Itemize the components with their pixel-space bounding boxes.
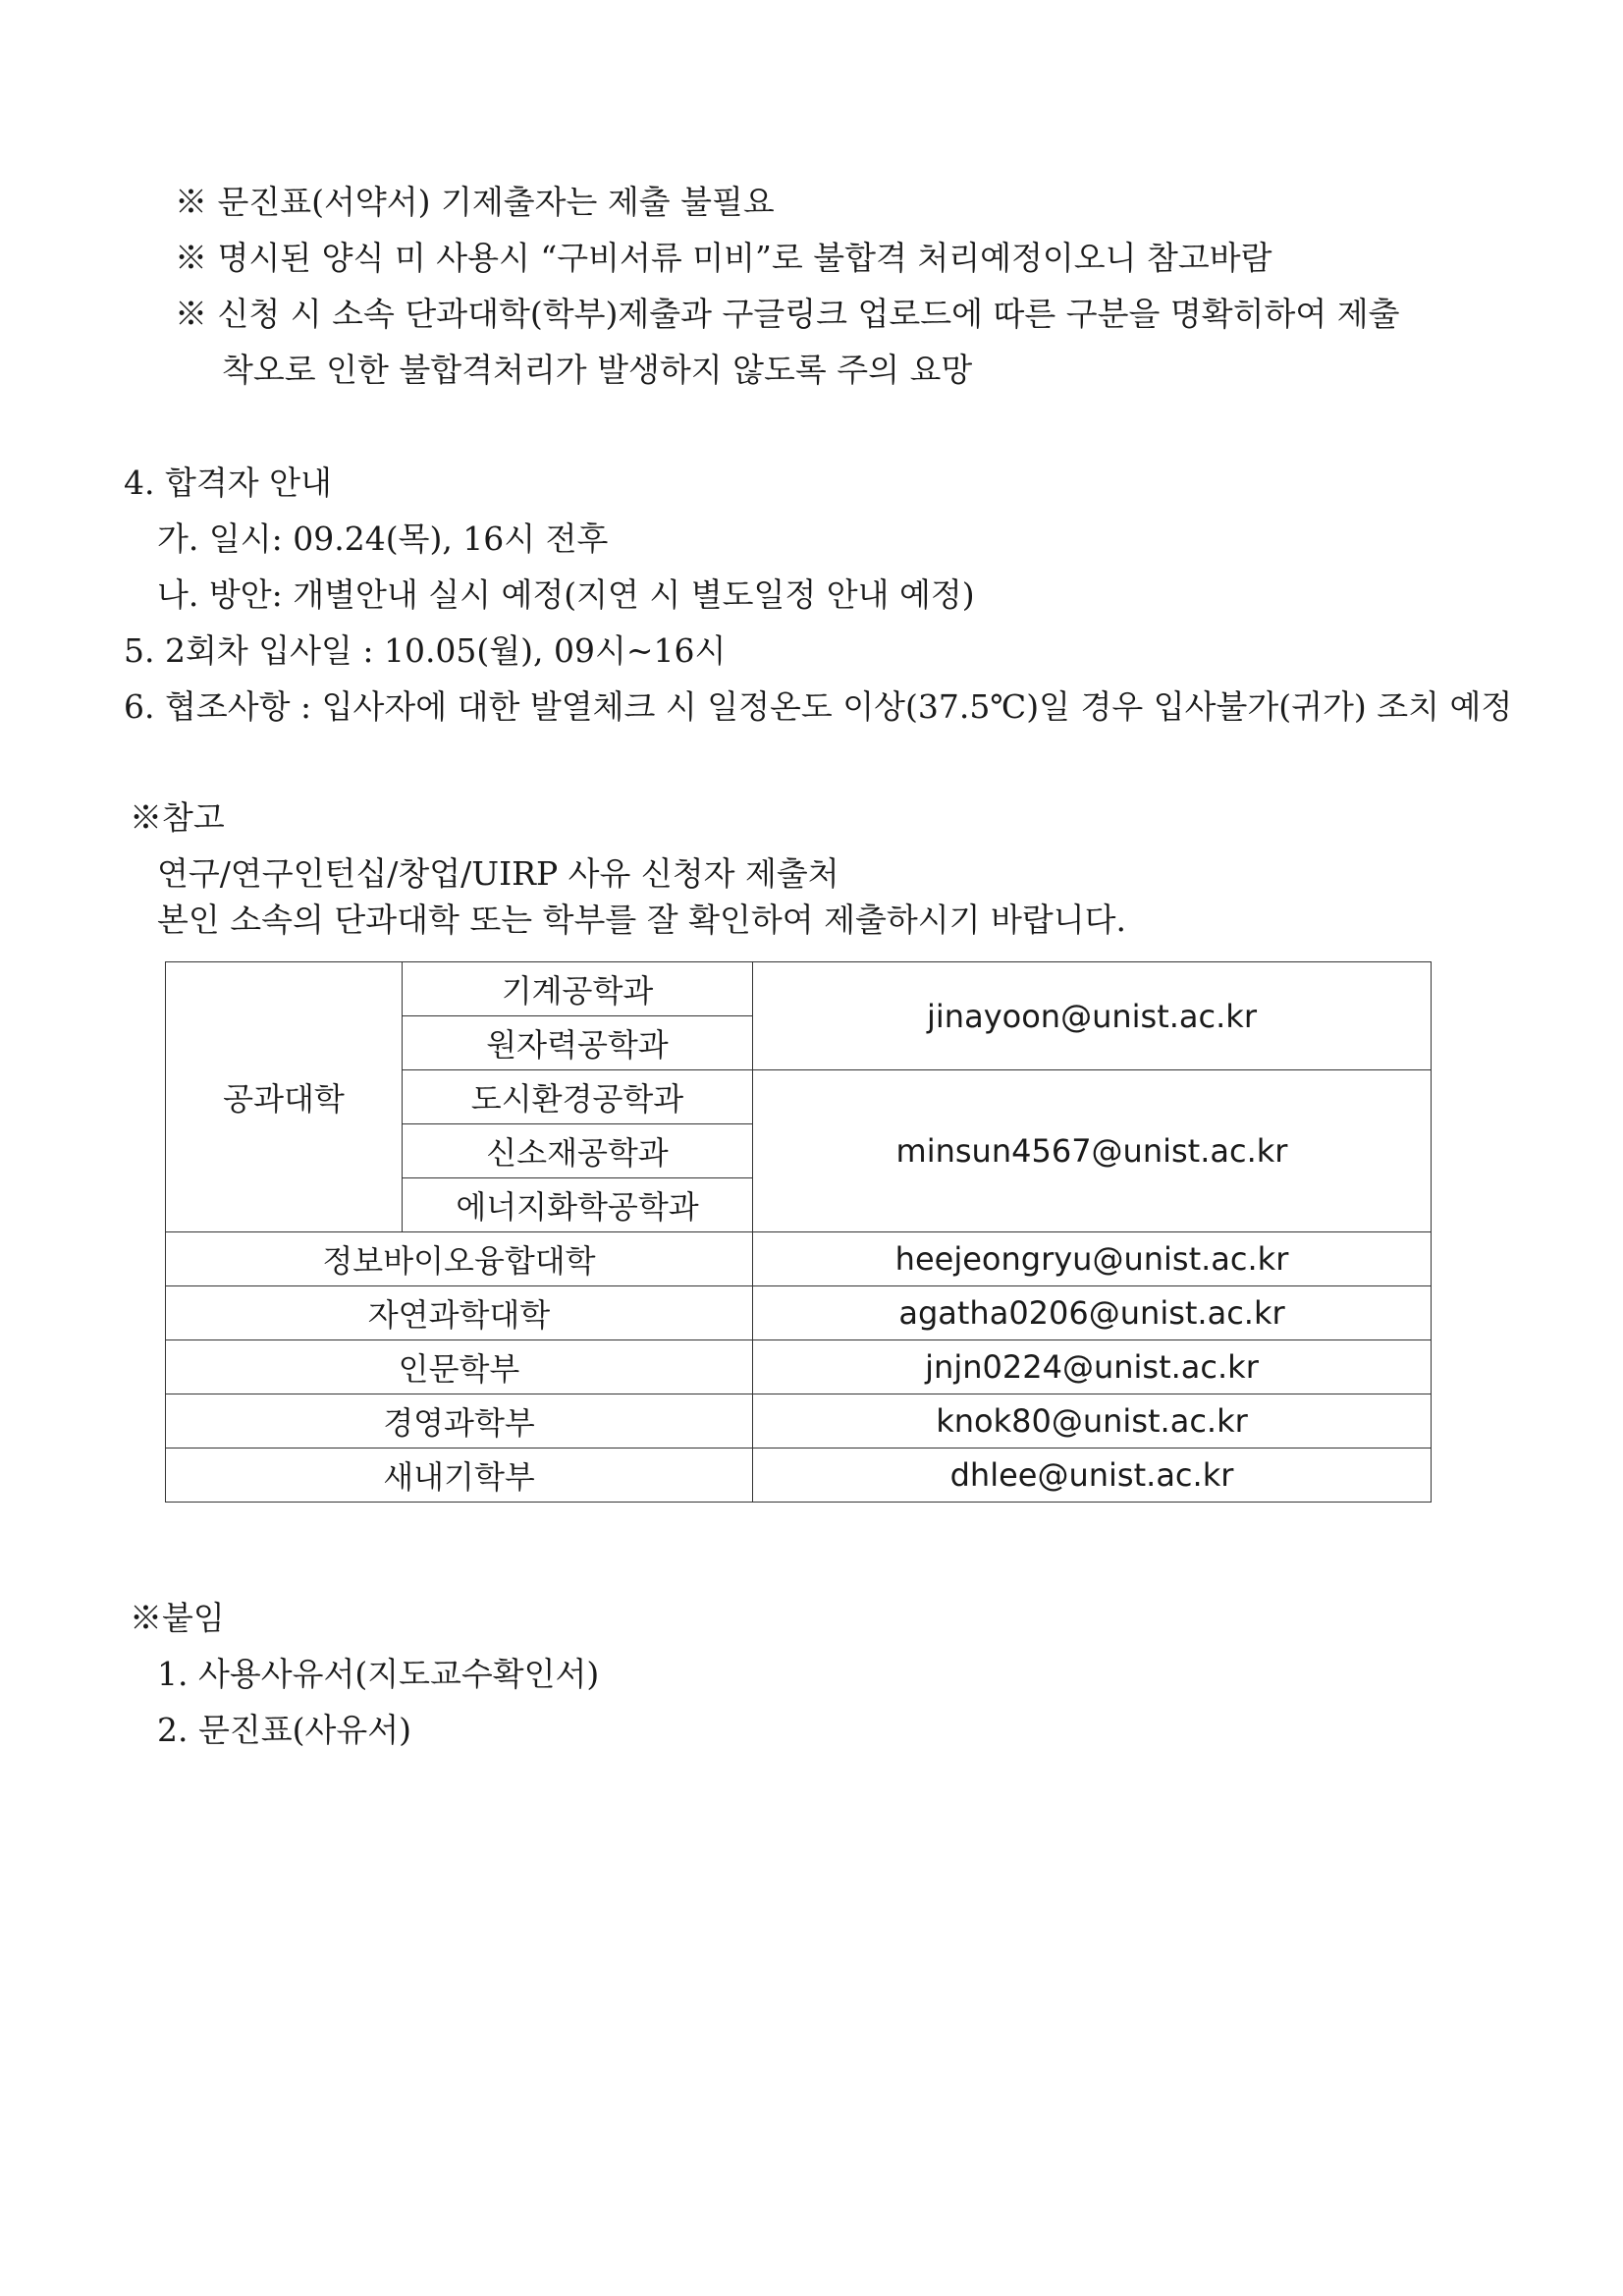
reference-line-2: 본인 소속의 단과대학 또는 학부를 잘 확인하여 제출하시기 바랍니다.	[157, 901, 1126, 939]
note-1: ※ 문진표(서약서) 기제출자는 제출 불필요	[175, 183, 775, 221]
contact-table	[165, 961, 1432, 1503]
unit-cell: 자연과학대학	[166, 1286, 753, 1340]
dept-materials: 신소재공학과	[403, 1124, 753, 1178]
attachments-heading: ※붙임	[130, 1599, 225, 1637]
attachment-1: 1. 사용사유서(지도교수확인서)	[157, 1655, 600, 1693]
section-4-item-a: 가. 일시: 09.24(목), 16시 전후	[157, 519, 609, 558]
note-3-continued: 착오로 인한 불합격처리가 발생하지 않도록 주의 요망	[222, 351, 973, 389]
table-row	[166, 1286, 1432, 1340]
section-4-item-b: 나. 방안: 개별안내 실시 예정(지연 시 별도일정 안내 예정)	[157, 575, 975, 614]
email-cell: dhlee@unist.ac.kr	[753, 1449, 1432, 1503]
unit-cell: 경영과학부	[166, 1394, 753, 1449]
dept-nuclear: 원자력공학과	[403, 1016, 753, 1070]
table-row	[166, 1232, 1432, 1286]
dept-energy-chemical: 에너지화학공학과	[403, 1178, 753, 1232]
note-2: ※ 명시된 양식 미 사용시 “구비서류 미비”로 불합격 처리예정이오니 참고바람	[175, 239, 1272, 277]
dept-urban-environment: 도시환경공학과	[403, 1070, 753, 1124]
note-3: ※ 신청 시 소속 단과대학(학부)제출과 구글링크 업로드에 따른 구분을 명확히하여 제출	[175, 295, 1400, 333]
college-engineering: 공과대학	[166, 962, 403, 1232]
reference-line-1: 연구/연구인턴십/창업/UIRP 사유 신청자 제출처	[157, 854, 839, 893]
email-cell: heejeongryu@unist.ac.kr	[753, 1232, 1432, 1286]
unit-cell: 정보바이오융합대학	[166, 1232, 753, 1286]
section-5: 5. 2회차 입사일 : 10.05(월), 09시~16시	[124, 631, 727, 670]
unit-cell: 인문학부	[166, 1340, 753, 1394]
section-6: 6. 협조사항 : 입사자에 대한 발열체크 시 일정온도 이상(37.5℃)일 경우 입사불가(귀가) 조치 예정	[124, 687, 1513, 726]
email-jinayoon: jinayoon@unist.ac.kr	[753, 962, 1432, 1070]
email-cell: knok80@unist.ac.kr	[753, 1394, 1432, 1449]
email-minsun: minsun4567@unist.ac.kr	[753, 1070, 1432, 1232]
reference-heading: ※참고	[130, 798, 225, 837]
table-row	[166, 1449, 1432, 1503]
section-4-heading: 4. 합격자 안내	[124, 464, 332, 502]
email-cell: jnjn0224@unist.ac.kr	[753, 1340, 1432, 1394]
table-row	[166, 1340, 1432, 1394]
dept-mechanical: 기계공학과	[403, 962, 753, 1016]
attachment-2: 2. 문진표(사유서)	[157, 1711, 411, 1749]
table-row	[166, 1394, 1432, 1449]
email-cell: agatha0206@unist.ac.kr	[753, 1286, 1432, 1340]
unit-cell: 새내기학부	[166, 1449, 753, 1503]
